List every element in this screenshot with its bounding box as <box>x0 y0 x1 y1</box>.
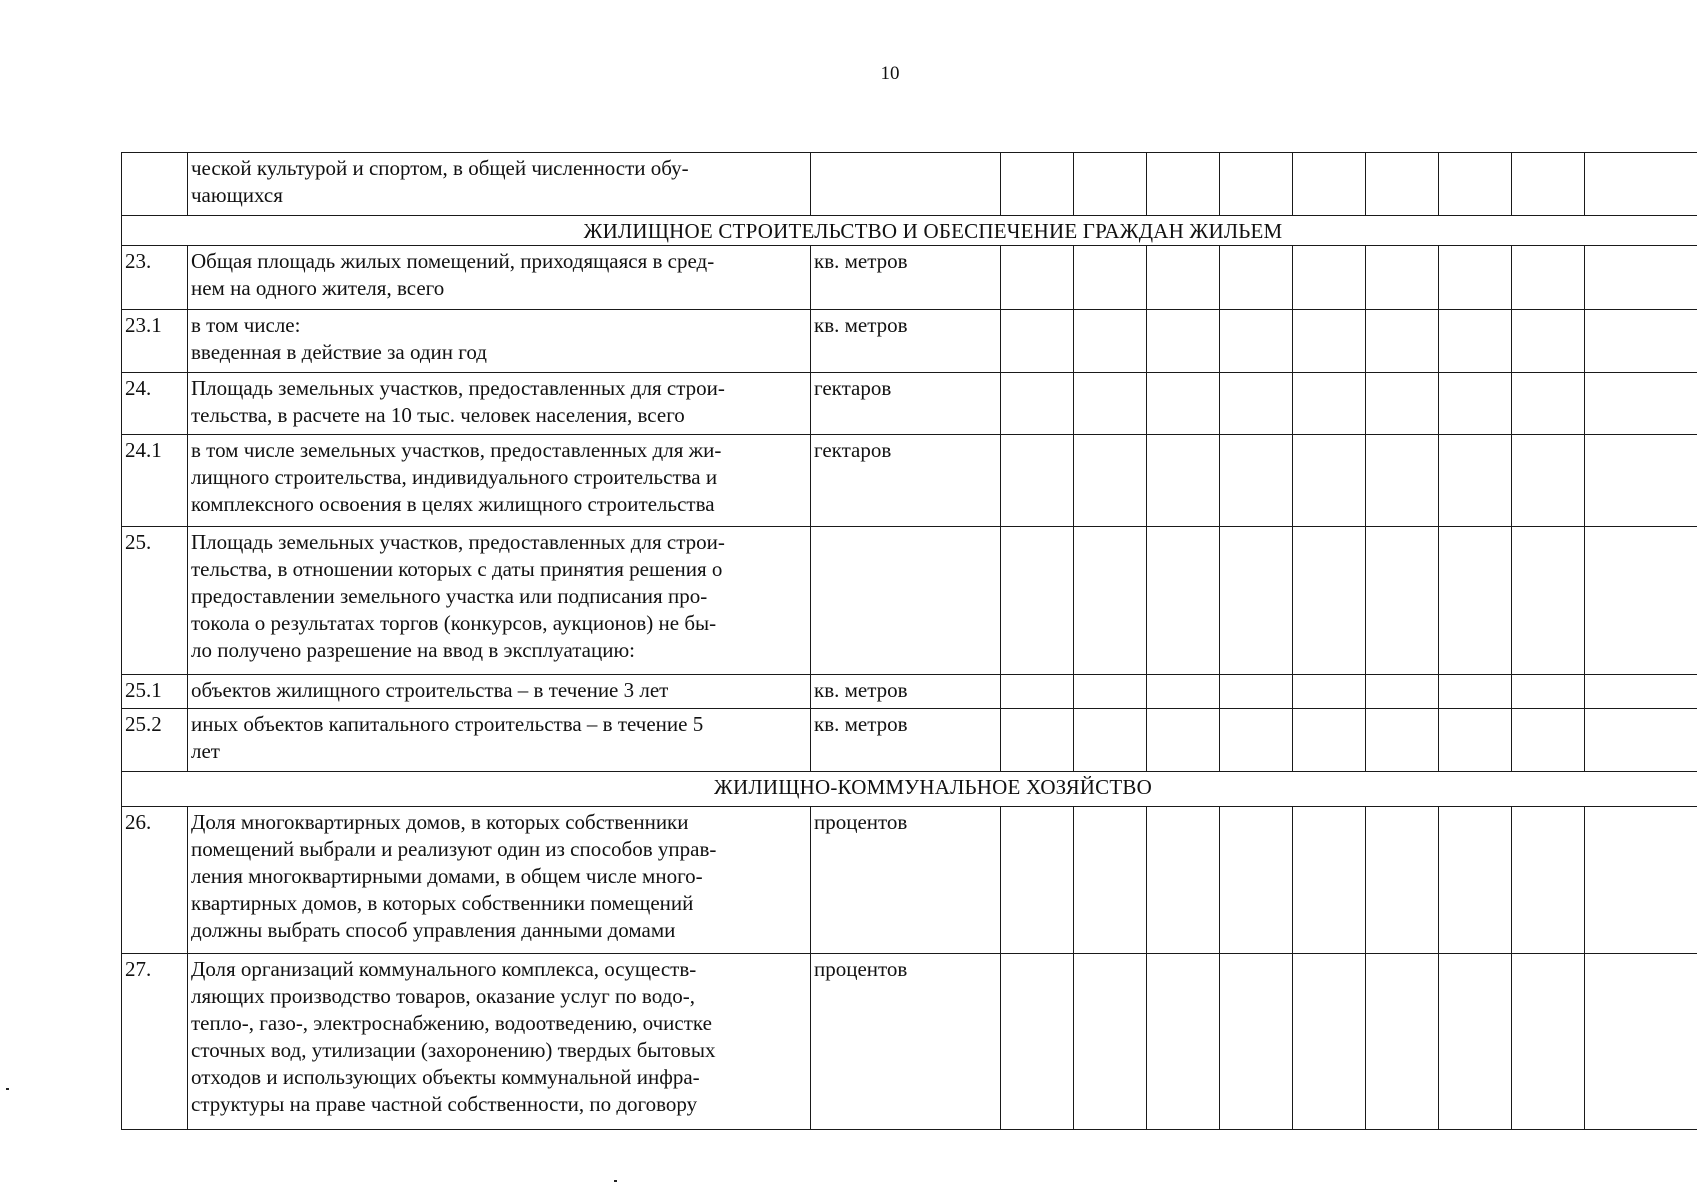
value-cell <box>1512 435 1585 527</box>
text-line: Доля организаций коммунального комплекса, осуществ- <box>191 957 697 981</box>
value-cell <box>1585 435 1697 527</box>
page-number: 10 <box>880 63 900 84</box>
text-line: ло получено разрешение на ввод в эксплуатацию: <box>191 638 635 662</box>
row-number: 23. <box>122 246 188 310</box>
value-cell <box>1439 527 1512 675</box>
table-row <box>122 310 1697 373</box>
text-line: объектов жилищного строительства – в течение 3 лет <box>191 678 669 702</box>
text-line: чающихся <box>191 183 283 207</box>
scan-speck <box>614 1180 617 1182</box>
value-cell <box>1512 310 1585 373</box>
table-row <box>122 246 1697 310</box>
unit-of-measure: гектаров <box>811 435 1001 527</box>
row-number: 25. <box>122 527 188 675</box>
row-number: 26. <box>122 807 188 954</box>
value-cell <box>1512 954 1585 1130</box>
value-cell <box>1512 153 1585 216</box>
value-cell <box>1074 153 1147 216</box>
table-body <box>122 153 1697 1130</box>
value-cell <box>1512 709 1585 772</box>
text-line: Площадь земельных участков, предоставленных для строи- <box>191 376 725 400</box>
value-cell <box>1220 246 1293 310</box>
value-cell <box>1001 807 1074 954</box>
value-cell <box>1585 153 1697 216</box>
value-cell <box>1074 373 1147 435</box>
value-cell <box>1147 807 1220 954</box>
unit-of-measure: процентов <box>811 954 1001 1130</box>
value-cell <box>1512 246 1585 310</box>
value-cell <box>1293 153 1366 216</box>
value-cell <box>1001 310 1074 373</box>
indicator-description <box>188 675 811 709</box>
value-cell <box>1074 675 1147 709</box>
value-cell <box>1001 373 1074 435</box>
value-cell <box>1585 310 1697 373</box>
value-cell <box>1585 527 1697 675</box>
value-cell <box>1074 310 1147 373</box>
value-cell <box>1220 373 1293 435</box>
text-line: квартирных домов, в которых собственники помещений <box>191 891 694 915</box>
value-cell <box>1439 246 1512 310</box>
unit-of-measure <box>811 527 1001 675</box>
text-line: иных объектов капитального строительства – в течение 5 <box>191 712 704 736</box>
row-number: 25.2 <box>122 709 188 772</box>
value-cell <box>1147 246 1220 310</box>
text-line: ляющих производство товаров, оказание услуг по водо-, <box>191 984 696 1008</box>
value-cell <box>1439 435 1512 527</box>
value-cell <box>1001 435 1074 527</box>
unit-of-measure: гектаров <box>811 373 1001 435</box>
value-cell <box>1147 675 1220 709</box>
unit-of-measure: кв. метров <box>811 709 1001 772</box>
indicators-table <box>121 152 1697 1130</box>
value-cell <box>1220 153 1293 216</box>
value-cell <box>1366 527 1439 675</box>
table-row <box>122 527 1697 675</box>
table-row <box>122 373 1697 435</box>
indicator-description <box>188 435 811 527</box>
value-cell <box>1074 435 1147 527</box>
value-cell <box>1293 435 1366 527</box>
text-line: отходов и использующих объекты коммунальной инфра- <box>191 1065 700 1089</box>
row-number: 24. <box>122 373 188 435</box>
text-line: Доля многоквартирных домов, в которых собственники <box>191 810 689 834</box>
indicator-description <box>188 310 811 373</box>
unit-of-measure: кв. метров <box>811 675 1001 709</box>
value-cell <box>1585 709 1697 772</box>
text-line: тепло-, газо-, электроснабжению, водоотведению, очистке <box>191 1011 712 1035</box>
value-cell <box>1366 954 1439 1130</box>
value-cell <box>1001 954 1074 1130</box>
value-cell <box>1074 246 1147 310</box>
indicator-description <box>188 954 811 1130</box>
value-cell <box>1439 310 1512 373</box>
text-line: в том числе: <box>191 313 301 337</box>
value-cell <box>1585 807 1697 954</box>
value-cell <box>1074 527 1147 675</box>
value-cell <box>1074 954 1147 1130</box>
section-title: ЖИЛИЩНО-КОММУНАЛЬНОЕ ХОЗЯЙСТВО <box>122 772 1697 807</box>
value-cell <box>1293 954 1366 1130</box>
value-cell <box>1293 527 1366 675</box>
value-cell <box>1147 373 1220 435</box>
value-cell <box>1074 709 1147 772</box>
value-cell <box>1585 954 1697 1130</box>
indicator-description <box>188 709 811 772</box>
table-row <box>122 807 1697 954</box>
value-cell <box>1366 709 1439 772</box>
section-title: ЖИЛИЩНОЕ СТРОИТЕЛЬСТВО И ОБЕСПЕЧЕНИЕ ГРАЖДАН ЖИЛЬЕМ <box>122 216 1697 246</box>
indicator-description <box>188 807 811 954</box>
row-number: 24.1 <box>122 435 188 527</box>
value-cell <box>1439 675 1512 709</box>
value-cell <box>1001 153 1074 216</box>
row-number: 25.1 <box>122 675 188 709</box>
indicator-description <box>188 153 811 216</box>
text-line: комплексного освоения в целях жилищного строительства <box>191 492 715 516</box>
value-cell <box>1439 807 1512 954</box>
value-cell <box>1220 310 1293 373</box>
section-header-row <box>122 216 1697 246</box>
value-cell <box>1366 807 1439 954</box>
text-line: должны выбрать способ управления данными домами <box>191 918 676 942</box>
value-cell <box>1293 373 1366 435</box>
value-cell <box>1439 153 1512 216</box>
value-cell <box>1001 527 1074 675</box>
text-line: тельства, в расчете на 10 тыс. человек населения, всего <box>191 403 685 427</box>
table-row <box>122 153 1697 216</box>
text-line: лет <box>191 739 220 763</box>
value-cell <box>1220 954 1293 1130</box>
text-line: токола о результатах торгов (конкурсов, аукционов) не бы- <box>191 611 717 635</box>
value-cell <box>1293 310 1366 373</box>
value-cell <box>1512 675 1585 709</box>
value-cell <box>1293 807 1366 954</box>
value-cell <box>1439 373 1512 435</box>
value-cell <box>1220 527 1293 675</box>
table-row <box>122 709 1697 772</box>
value-cell <box>1512 373 1585 435</box>
text-line: ческой культурой и спортом, в общей численности обу- <box>191 156 689 180</box>
value-cell <box>1147 954 1220 1130</box>
value-cell <box>1439 709 1512 772</box>
unit-of-measure: кв. метров <box>811 246 1001 310</box>
text-line: введенная в действие за один год <box>191 340 487 364</box>
text-line: сточных вод, утилизации (захоронению) твердых бытовых <box>191 1038 716 1062</box>
value-cell <box>1366 153 1439 216</box>
value-cell <box>1147 709 1220 772</box>
value-cell <box>1147 435 1220 527</box>
text-line: ления многоквартирными домами, в общем числе много- <box>191 864 703 888</box>
value-cell <box>1001 246 1074 310</box>
text-line: в том числе земельных участков, предоставленных для жи- <box>191 438 722 462</box>
row-number: 27. <box>122 954 188 1130</box>
value-cell <box>1147 310 1220 373</box>
unit-of-measure <box>811 153 1001 216</box>
value-cell <box>1512 527 1585 675</box>
text-line: помещений выбрали и реализуют один из способов управ- <box>191 837 717 861</box>
unit-of-measure: процентов <box>811 807 1001 954</box>
value-cell <box>1366 246 1439 310</box>
value-cell <box>1585 246 1697 310</box>
row-number: 23.1 <box>122 310 188 373</box>
value-cell <box>1366 435 1439 527</box>
row-number <box>122 153 188 216</box>
value-cell <box>1512 807 1585 954</box>
value-cell <box>1366 373 1439 435</box>
text-line: структуры на праве частной собственности, по договору <box>191 1092 698 1116</box>
value-cell <box>1293 675 1366 709</box>
value-cell <box>1220 807 1293 954</box>
value-cell <box>1001 709 1074 772</box>
value-cell <box>1366 675 1439 709</box>
value-cell <box>1074 807 1147 954</box>
section-header-row <box>122 772 1697 807</box>
value-cell <box>1001 675 1074 709</box>
value-cell <box>1293 246 1366 310</box>
value-cell <box>1585 675 1697 709</box>
text-line: лищного строительства, индивидуального строительства и <box>191 465 718 489</box>
table-row <box>122 675 1697 709</box>
text-line: Общая площадь жилых помещений, приходящаяся в сред- <box>191 249 715 273</box>
value-cell <box>1220 435 1293 527</box>
unit-of-measure: кв. метров <box>811 310 1001 373</box>
value-cell <box>1366 310 1439 373</box>
text-line: тельства, в отношении которых с даты принятия решения о <box>191 557 723 581</box>
indicator-description <box>188 373 811 435</box>
indicator-description <box>188 527 811 675</box>
value-cell <box>1220 675 1293 709</box>
indicator-description <box>188 246 811 310</box>
scan-speck <box>6 1088 9 1090</box>
table-row <box>122 954 1697 1130</box>
value-cell <box>1439 954 1512 1130</box>
value-cell <box>1147 153 1220 216</box>
value-cell <box>1293 709 1366 772</box>
text-line: предоставлении земельного участка или подписания про- <box>191 584 708 608</box>
table-row <box>122 435 1697 527</box>
value-cell <box>1220 709 1293 772</box>
text-line: нем на одного жителя, всего <box>191 276 445 300</box>
text-line: Площадь земельных участков, предоставленных для строи- <box>191 530 725 554</box>
value-cell <box>1147 527 1220 675</box>
value-cell <box>1585 373 1697 435</box>
